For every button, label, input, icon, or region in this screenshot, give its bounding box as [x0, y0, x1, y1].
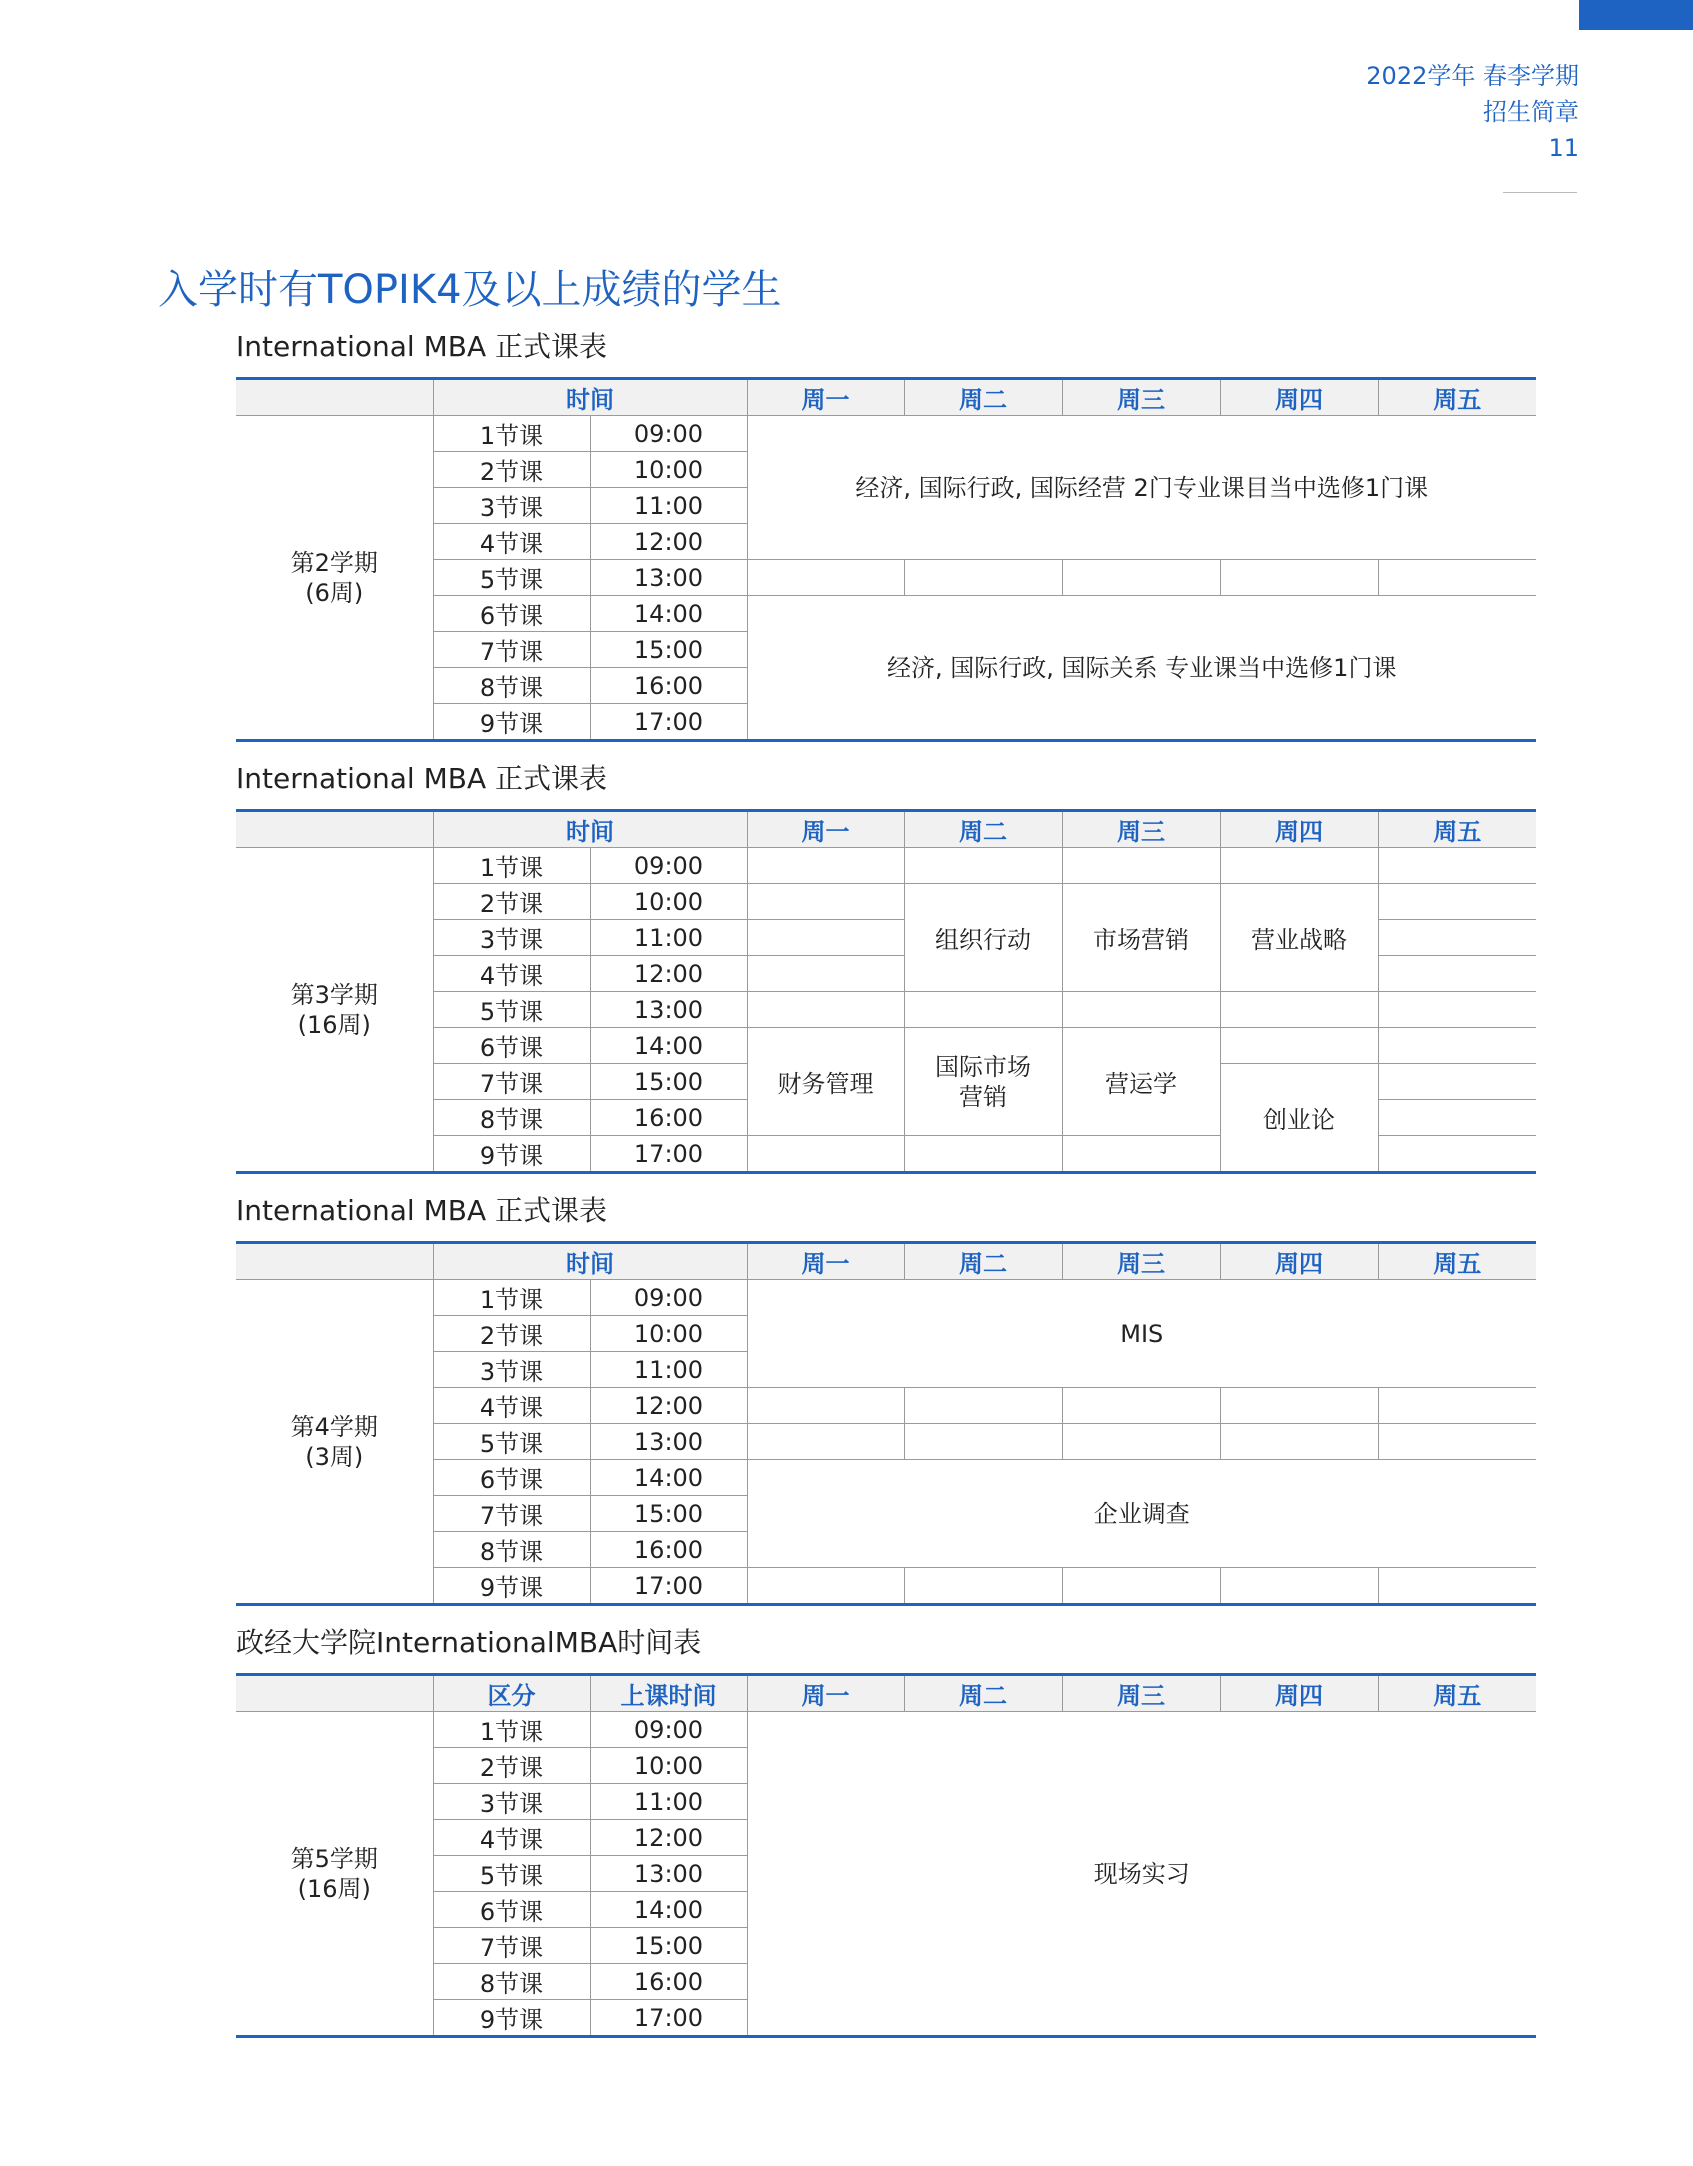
course-cell: 企业调查	[747, 1460, 1536, 1568]
empty-cell	[1062, 1136, 1220, 1173]
course-cell	[904, 1028, 1062, 1136]
period-cell: 8节课	[433, 1964, 590, 2000]
semester-duration: (3周)	[305, 1442, 364, 1471]
time-cell: 17:00	[590, 1568, 747, 1605]
empty-cell	[1378, 1424, 1536, 1460]
empty-cell	[747, 848, 904, 884]
period-cell: 2节课	[433, 452, 590, 488]
empty-cell	[1378, 1568, 1536, 1605]
header-day: 周一	[747, 1675, 904, 1712]
time-cell: 11:00	[590, 1352, 747, 1388]
page-title: 入学时有TOPIK4及以上成绩的学生	[158, 267, 782, 313]
empty-cell	[904, 1568, 1062, 1605]
period-cell: 5节课	[433, 1856, 590, 1892]
empty-cell	[1378, 1136, 1536, 1173]
page-number: 11	[1548, 134, 1579, 162]
period-cell: 4节课	[433, 1820, 590, 1856]
time-cell: 09:00	[590, 1280, 747, 1316]
header-day: 周五	[1378, 1243, 1536, 1280]
empty-cell	[1220, 848, 1378, 884]
header-time: 时间	[433, 379, 747, 416]
period-cell: 8节课	[433, 1100, 590, 1136]
semester-label: 第5学期	[290, 1844, 378, 1873]
period-cell: 9节课	[433, 704, 590, 741]
empty-cell	[1220, 1424, 1378, 1460]
period-cell: 3节课	[433, 1352, 590, 1388]
empty-cell	[1220, 1568, 1378, 1605]
empty-cell	[904, 848, 1062, 884]
empty-cell	[1062, 992, 1220, 1028]
corner-tab	[1579, 0, 1693, 30]
period-cell: 1节课	[433, 848, 590, 884]
header-day: 周三	[1062, 1675, 1220, 1712]
empty-cell	[1220, 992, 1378, 1028]
header-term: 2022学年 春李学期	[1366, 62, 1579, 90]
period-cell: 1节课	[433, 1280, 590, 1316]
header-day: 周四	[1220, 1675, 1378, 1712]
time-cell: 16:00	[590, 1100, 747, 1136]
empty-cell	[1062, 560, 1220, 596]
time-cell: 10:00	[590, 1748, 747, 1784]
empty-cell	[1062, 848, 1220, 884]
period-cell: 1节课	[433, 416, 590, 452]
empty-cell	[1220, 560, 1378, 596]
period-cell: 5节课	[433, 992, 590, 1028]
period-cell: 7节课	[433, 1928, 590, 1964]
semester-cell	[236, 1712, 433, 2037]
schedule-title: International MBA 正式课表	[236, 330, 608, 363]
period-cell: 8节课	[433, 668, 590, 704]
header-category: 区分	[433, 1675, 590, 1712]
empty-cell	[747, 1568, 904, 1605]
time-cell: 12:00	[590, 524, 747, 560]
schedule-title: 政经大学院InternationalMBA时间表	[236, 1626, 702, 1659]
period-cell: 9节课	[433, 1568, 590, 1605]
time-cell: 09:00	[590, 1712, 747, 1748]
period-cell: 9节课	[433, 1136, 590, 1173]
period-cell: 3节课	[433, 920, 590, 956]
period-cell: 6节课	[433, 1028, 590, 1064]
empty-cell	[904, 560, 1062, 596]
course-cell: 创业论	[1220, 1064, 1378, 1173]
header-time: 时间	[433, 811, 747, 848]
semester-cell	[236, 848, 433, 1173]
period-cell: 2节课	[433, 1316, 590, 1352]
header-day: 周四	[1220, 1243, 1378, 1280]
page-header	[1366, 58, 1579, 166]
time-cell: 15:00	[590, 632, 747, 668]
empty-cell	[747, 884, 904, 920]
course-cell: 经济, 国际行政, 国际经营 2门专业课目当中选修1门课	[747, 416, 1536, 560]
course-cell: 组织行动	[904, 884, 1062, 992]
time-cell: 14:00	[590, 1460, 747, 1496]
time-cell: 10:00	[590, 452, 747, 488]
semester-label: 第4学期	[290, 1412, 378, 1441]
course-cell: 市场营销	[1062, 884, 1220, 992]
empty-cell	[1378, 992, 1536, 1028]
header-day: 周五	[1378, 379, 1536, 416]
period-cell: 2节课	[433, 884, 590, 920]
empty-cell	[1220, 1388, 1378, 1424]
empty-cell	[747, 1424, 904, 1460]
empty-cell	[1378, 956, 1536, 992]
header-day: 周三	[1062, 811, 1220, 848]
period-cell: 6节课	[433, 1460, 590, 1496]
header-time: 时间	[433, 1243, 747, 1280]
header-day: 周四	[1220, 811, 1378, 848]
time-cell: 12:00	[590, 1388, 747, 1424]
period-cell: 2节课	[433, 1748, 590, 1784]
header-subtitle: 招生简章	[1483, 98, 1579, 126]
header-blank	[236, 379, 433, 416]
time-cell: 14:00	[590, 1892, 747, 1928]
empty-cell	[747, 956, 904, 992]
empty-cell	[1220, 1028, 1378, 1064]
header-day: 周三	[1062, 379, 1220, 416]
time-cell: 13:00	[590, 560, 747, 596]
time-cell: 13:00	[590, 1424, 747, 1460]
header-day: 周二	[904, 379, 1062, 416]
empty-cell	[904, 992, 1062, 1028]
schedule-table	[236, 1241, 1536, 1606]
period-cell: 7节课	[433, 1496, 590, 1532]
time-cell: 10:00	[590, 884, 747, 920]
period-cell: 6节课	[433, 596, 590, 632]
header-day: 周五	[1378, 1675, 1536, 1712]
course-cell: MIS	[747, 1280, 1536, 1388]
period-cell: 6节课	[433, 1892, 590, 1928]
header-divider	[1503, 192, 1577, 193]
period-cell: 3节课	[433, 1784, 590, 1820]
period-cell: 7节课	[433, 632, 590, 668]
course-cell: 现场实习	[747, 1712, 1536, 2037]
semester-label: 第3学期	[290, 980, 378, 1009]
time-cell: 11:00	[590, 488, 747, 524]
time-cell: 11:00	[590, 920, 747, 956]
course-cell: 营业战略	[1220, 884, 1378, 992]
time-cell: 17:00	[590, 2000, 747, 2037]
empty-cell	[904, 1424, 1062, 1460]
time-cell: 14:00	[590, 596, 747, 632]
period-cell: 4节课	[433, 1388, 590, 1424]
empty-cell	[747, 992, 904, 1028]
empty-cell	[1378, 1388, 1536, 1424]
header-day: 周一	[747, 811, 904, 848]
empty-cell	[747, 560, 904, 596]
time-cell: 10:00	[590, 1316, 747, 1352]
schedule-table	[236, 1673, 1536, 2038]
empty-cell	[904, 1388, 1062, 1424]
time-cell: 09:00	[590, 416, 747, 452]
header-day: 周二	[904, 1243, 1062, 1280]
empty-cell	[1378, 1064, 1536, 1100]
period-cell: 8节课	[433, 1532, 590, 1568]
empty-cell	[747, 1388, 904, 1424]
period-cell: 9节课	[433, 2000, 590, 2037]
header-day: 周二	[904, 811, 1062, 848]
time-cell: 13:00	[590, 992, 747, 1028]
course-cell: 营运学	[1062, 1028, 1220, 1136]
semester-duration: (16周)	[297, 1874, 371, 1903]
course-cell: 经济, 国际行政, 国际关系 专业课当中选修1门课	[747, 596, 1536, 741]
period-cell: 4节课	[433, 956, 590, 992]
period-cell: 4节课	[433, 524, 590, 560]
header-blank	[236, 811, 433, 848]
empty-cell	[1062, 1388, 1220, 1424]
header-day: 周三	[1062, 1243, 1220, 1280]
header-day: 周二	[904, 1675, 1062, 1712]
period-cell: 3节课	[433, 488, 590, 524]
period-cell: 7节课	[433, 1064, 590, 1100]
time-cell: 11:00	[590, 1784, 747, 1820]
time-cell: 15:00	[590, 1496, 747, 1532]
schedule-table	[236, 377, 1536, 742]
course-line: 国际市场	[935, 1052, 1031, 1081]
time-cell: 17:00	[590, 704, 747, 741]
header-day: 周一	[747, 379, 904, 416]
empty-cell	[1378, 1028, 1536, 1064]
semester-duration: (6周)	[305, 578, 364, 607]
time-cell: 12:00	[590, 1820, 747, 1856]
empty-cell	[747, 1136, 904, 1173]
empty-cell	[1378, 920, 1536, 956]
empty-cell	[904, 1136, 1062, 1173]
header-blank	[236, 1675, 433, 1712]
empty-cell	[1378, 884, 1536, 920]
header-day: 周四	[1220, 379, 1378, 416]
period-cell: 5节课	[433, 560, 590, 596]
time-cell: 12:00	[590, 956, 747, 992]
time-cell: 15:00	[590, 1928, 747, 1964]
time-cell: 14:00	[590, 1028, 747, 1064]
semester-label: 第2学期	[290, 548, 378, 577]
time-cell: 15:00	[590, 1064, 747, 1100]
time-cell: 17:00	[590, 1136, 747, 1173]
header-blank	[236, 1243, 433, 1280]
time-cell: 16:00	[590, 1532, 747, 1568]
time-cell: 16:00	[590, 668, 747, 704]
schedule-title: International MBA 正式课表	[236, 762, 608, 795]
schedule-table	[236, 809, 1536, 1174]
semester-duration: (16周)	[297, 1010, 371, 1039]
time-cell: 16:00	[590, 1964, 747, 2000]
course-cell: 财务管理	[747, 1028, 904, 1136]
empty-cell	[1378, 1100, 1536, 1136]
schedule-title: International MBA 正式课表	[236, 1194, 608, 1227]
empty-cell	[1378, 560, 1536, 596]
course-line: 营销	[959, 1082, 1007, 1111]
header-day: 周一	[747, 1243, 904, 1280]
semester-cell	[236, 1280, 433, 1605]
header-day: 周五	[1378, 811, 1536, 848]
empty-cell	[1062, 1568, 1220, 1605]
header-class-time: 上课时间	[590, 1675, 747, 1712]
time-cell: 09:00	[590, 848, 747, 884]
period-cell: 1节课	[433, 1712, 590, 1748]
empty-cell	[1062, 1424, 1220, 1460]
empty-cell	[747, 920, 904, 956]
time-cell: 13:00	[590, 1856, 747, 1892]
period-cell: 5节课	[433, 1424, 590, 1460]
empty-cell	[1378, 848, 1536, 884]
semester-cell	[236, 416, 433, 741]
